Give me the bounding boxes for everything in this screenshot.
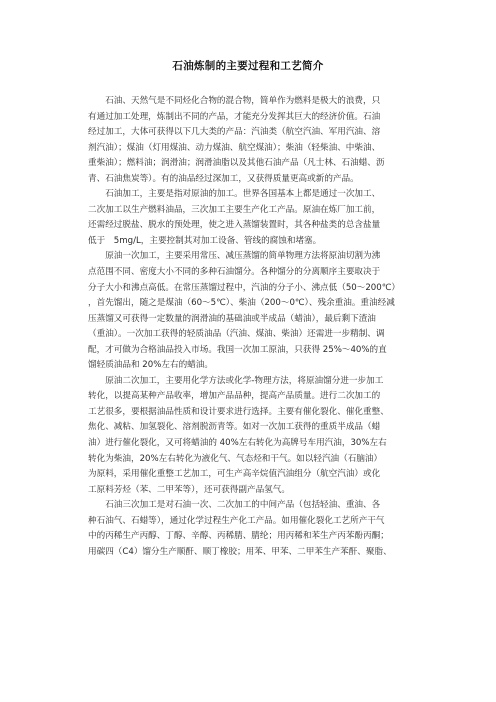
text-line: 油）进行催化裂化，又可将蜡油的 40%左右转化为高牌号车用汽油，30%左右: [88, 438, 387, 449]
text-line: 重柴油）；燃料油；润滑油；润滑油脂以及其他石油产品（凡士林、石油蜡、沥: [88, 158, 385, 169]
text-line: 二次加工以生产燃料油品，三次加工主要生产化工产品。原油在炼厂加工前，: [88, 204, 381, 215]
text-line: 还需经过脱盐、脱水的预处理，使之进入蒸馏装置时，其各种盐类的总含盐量: [88, 220, 381, 231]
text-line: 工原料芳烃（苯、二甲苯等），还可获得副产品氢气。: [88, 484, 290, 495]
text-line: 原油二次加工，主要用化学方法或化学-物理方法，将原油馏分进一步加工: [88, 375, 384, 386]
text-line: 点范围不同、密度大小不同的多种石油馏分。各种馏分的分离顺序主要取决于: [88, 267, 381, 278]
text-line: 青、石油焦炭等）。有的油品经过深加工，又获得质量更高或新的产品。: [88, 173, 359, 184]
text-line: 经过加工，大体可获得以下几大类的产品：汽油类（航空汽油、军用汽油、溶: [88, 127, 381, 138]
text-line: 配，才可做为合格油品投入市场。我国一次加工原油，只获得 25%～40%的直: [88, 344, 387, 355]
text-line: ，首先馏出，随之是煤油（60～5℃）、柴油（200～0℃）、残余重油。重油经减: [88, 298, 395, 309]
text-line: 为原料，采用催化重整工艺加工，可生产高辛烷值汽油组分（航空汽油）或化: [88, 469, 381, 480]
text-line: 剂汽油）；煤油（灯用煤油、动力煤油、航空煤油）；柴油（轻柴油、中柴油、: [88, 142, 381, 153]
text-line: 种石油气、石蜡等），通过化学过程生产化工产品。如用催化裂化工艺所产干气: [88, 515, 385, 526]
text-line: 中的丙稀生产丙醇、丁醇、辛醇、丙稀腈、腈纶；用丙稀和苯生产丙苯酚丙酮；: [88, 531, 389, 542]
text-line: 转化为柴油，20%左右转化为液化气、气态烃和干气。如以轻汽油（石脑油）: [88, 453, 383, 464]
document-body: [88, 94, 414, 560]
text-line: 工艺很多，要根据油品性质和设计要求进行选择。主要有催化裂化、催化重整、: [88, 406, 389, 417]
text-line: 低于 5mg/L，主要控制其对加工设备、管线的腐蚀和堵塞。: [88, 235, 322, 246]
text-line: 有通过加工处理，炼制出不同的产品，才能充分发挥其巨大的经济价值。石油: [88, 111, 381, 122]
text-line: 石油三次加工是对石油一次、二次加工的中间产品（包括轻油、重油、各: [88, 500, 381, 511]
text-line: 用碳四（C4）馏分生产顺酐、顺丁橡胶；用苯、甲苯、二甲苯生产苯酐、聚脂、: [88, 546, 392, 557]
text-line: 转化，以提高某种产品收率，增加产品品种，提高产品质量。进行二次加工的: [88, 391, 381, 402]
text-line: 焦化、减粘、加氢裂化、溶剂脱沥青等。如对一次加工获得的重质半成品（蜡: [88, 422, 381, 433]
text-line: 分子大小和沸点高低。在常压蒸馏过程中，汽油的分子小、沸点低（50～200℃）: [88, 282, 400, 293]
document-title: 石油炼制的主要过程和工艺简介: [172, 60, 324, 72]
text-line: 石油、天然气是不同烃化合物的混合物，简单作为燃料是极大的浪费，只: [88, 96, 381, 106]
text-line: 原油一次加工，主要采用常压、减压蒸馏的简单物理方法将原油切割为沸: [88, 251, 381, 262]
text-line: 压蒸馏又可获得一定数量的润滑油的基础油或半成品（蜡油），最后剩下渣油: [88, 313, 376, 324]
text-line: 石油加工，主要是指对原油的加工。世界各国基本上都是通过一次加工、: [88, 189, 381, 200]
text-line: （重油）。一次加工获得的轻质油品（汽油、煤油、柴油）还需进一步精制、调: [88, 329, 385, 340]
text-line: 馏轻质油品和 20%左右的蜡油。: [88, 360, 213, 371]
